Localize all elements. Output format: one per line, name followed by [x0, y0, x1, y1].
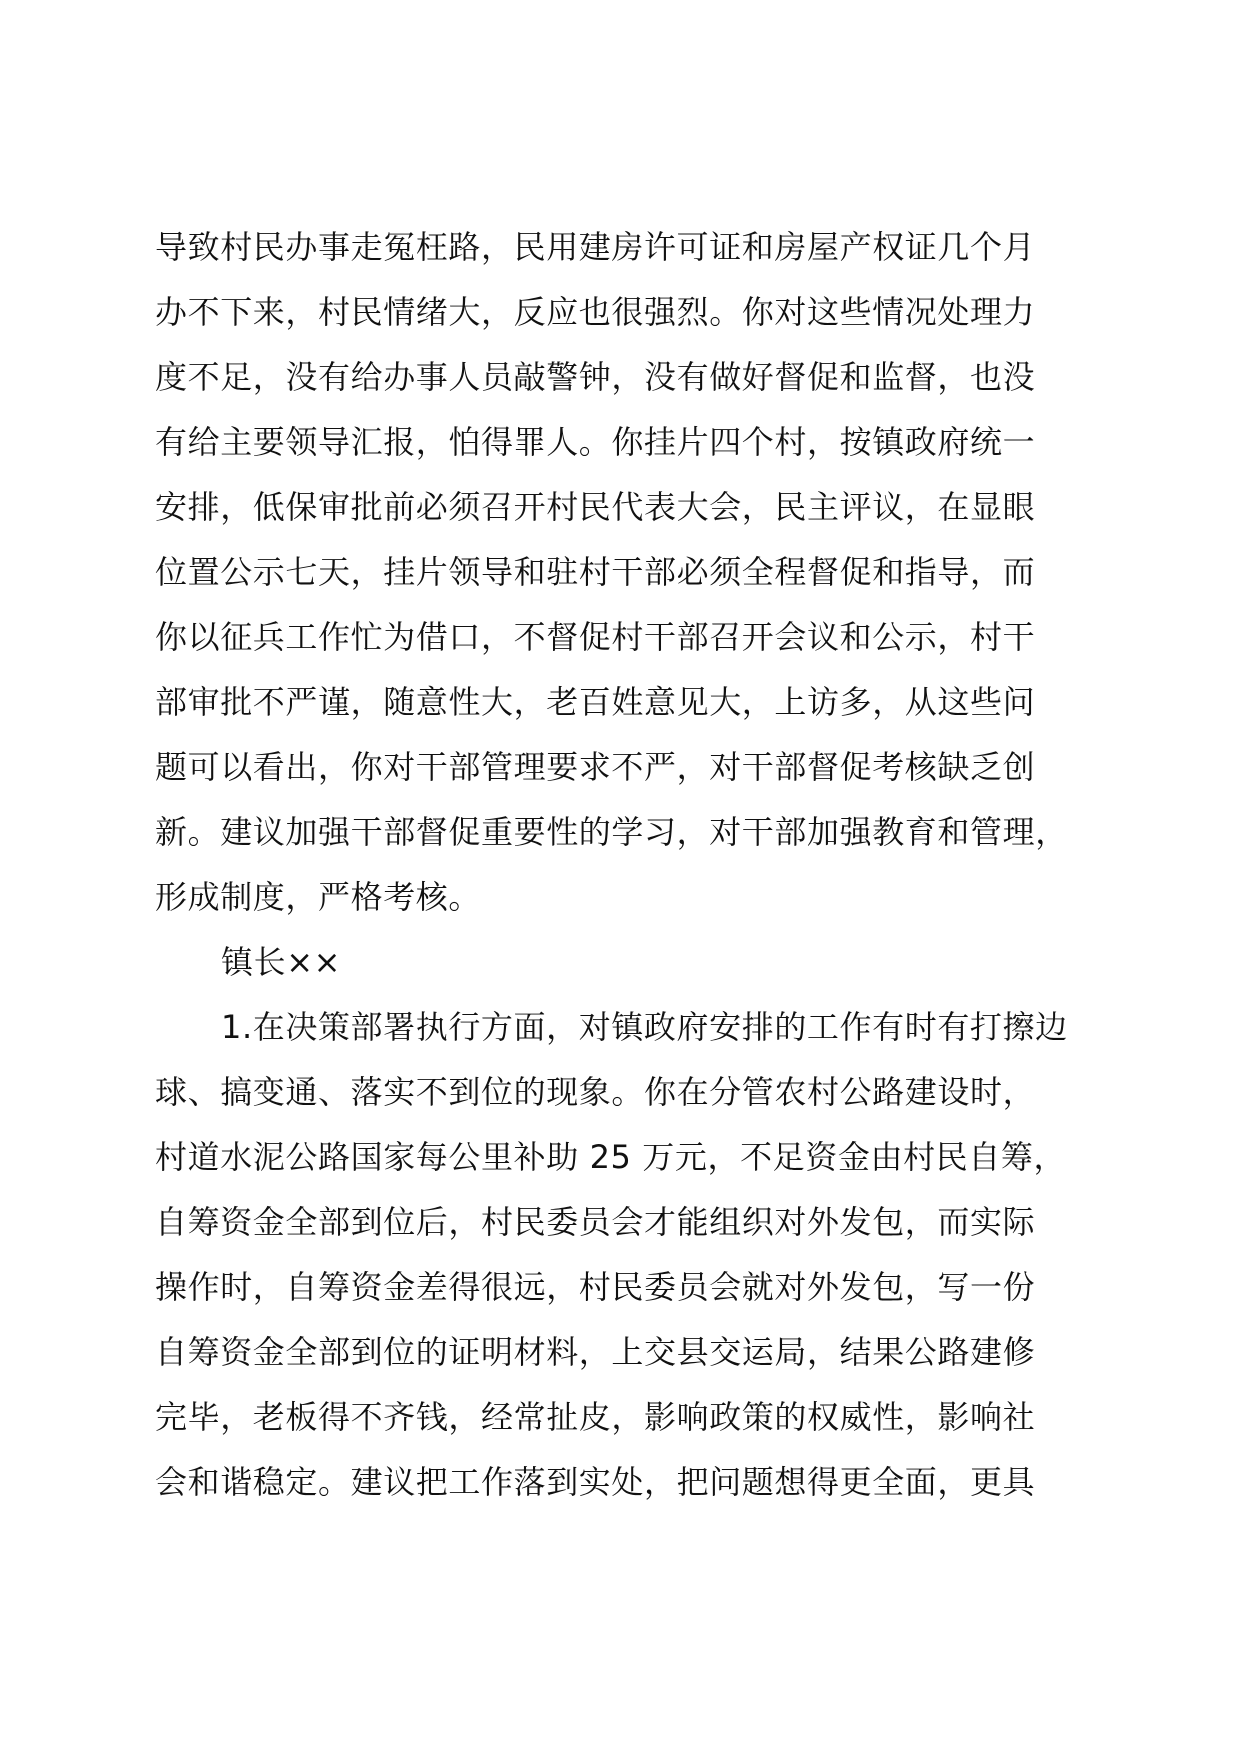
- body-line: 位置公示七天，挂片领导和驻村干部必须全程督促和指导，而: [155, 553, 1036, 591]
- body-line: 操作时，自筹资金差得很远，村民委员会就对外发包，写一份: [155, 1268, 1036, 1306]
- body-line: 度不足，没有给办事人员敲警钟，没有做好督促和监督，也没: [155, 358, 1036, 396]
- body-line: 自筹资金全部到位的证明材料，上交县交运局，结果公路建修: [155, 1333, 1036, 1371]
- body-line: 你以征兵工作忙为借口，不督促村干部召开会议和公示，村干: [155, 618, 1036, 656]
- body-line: 安排，低保审批前必须召开村民代表大会，民主评议，在显眼: [155, 488, 1036, 526]
- body-line: 完毕，老板得不齐钱，经常扯皮，影响政策的权威性，影响社: [155, 1398, 1036, 1436]
- body-line: 自筹资金全部到位后，村民委员会才能组织对外发包，而实际: [155, 1203, 1036, 1241]
- body-line: 形成制度，严格考核。: [155, 878, 482, 916]
- body-line: 1.在决策部署执行方面，对镇政府安排的工作有时有打擦边: [221, 1008, 1068, 1046]
- document-body: [155, 215, 1095, 1515]
- body-line: 导致村民办事走冤枉路，民用建房许可证和房屋产权证几个月: [155, 228, 1036, 266]
- body-line: 新。建议加强干部督促重要性的学习，对干部加强教育和管理，: [155, 813, 1068, 851]
- body-line: 会和谐稳定。建议把工作落到实处，把问题想得更全面，更具: [155, 1463, 1036, 1501]
- body-line: 有给主要领导汇报，怕得罪人。你挂片四个村，按镇政府统一: [155, 423, 1036, 461]
- body-line: 村道水泥公路国家每公里补助 25 万元，不足资金由村民自筹，: [155, 1138, 1067, 1176]
- body-line: 部审批不严谨，随意性大，老百姓意见大，上访多，从这些问: [155, 683, 1036, 721]
- section-heading: 镇长××: [221, 943, 342, 981]
- body-line: 办不下来，村民情绪大，反应也很强烈。你对这些情况处理力: [155, 293, 1036, 331]
- body-line: 球、搞变通、落实不到位的现象。你在分管农村公路建设时，: [155, 1073, 1036, 1111]
- body-line: 题可以看出，你对干部管理要求不严，对干部督促考核缺乏创: [155, 748, 1036, 786]
